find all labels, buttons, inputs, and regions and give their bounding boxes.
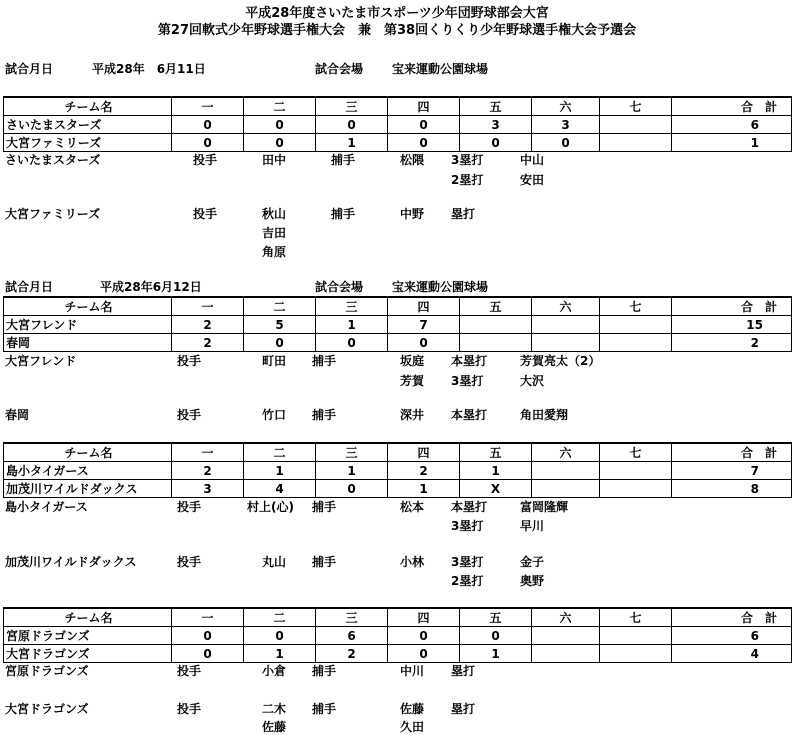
inning-7-header: 七 bbox=[600, 297, 672, 316]
score-cell bbox=[532, 462, 600, 480]
pitcher-name: 町田 bbox=[262, 354, 287, 368]
team-name: 大宮フレンド bbox=[4, 316, 172, 334]
team-name: 島小タイガース bbox=[4, 462, 172, 480]
pitcher-label: 投手 bbox=[177, 664, 202, 678]
inning-6-header: 六 bbox=[532, 97, 600, 116]
score-cell: 0 bbox=[388, 116, 460, 134]
pitcher-name: 角原 bbox=[262, 245, 287, 259]
hit-type: 3塁打 bbox=[451, 555, 484, 569]
page-subtitle: 第27回軟式少年野球選手権大会 兼 第38回くりくり少年野球選手権大会予選会 bbox=[157, 23, 637, 38]
hit-type: 塁打 bbox=[451, 664, 476, 678]
inning-1-header: 一 bbox=[172, 97, 244, 116]
score-cell bbox=[600, 645, 672, 663]
hit-type: 本塁打 bbox=[451, 354, 488, 368]
catcher-label: 捕手 bbox=[312, 664, 337, 678]
hit-player: 芳賀亮太（2） bbox=[520, 354, 601, 368]
catcher-name: 深井 bbox=[400, 408, 425, 422]
total-header: 合 計 bbox=[672, 97, 792, 116]
team-name: 加茂川ワイルドダックス bbox=[4, 480, 172, 498]
score-cell: 3 bbox=[532, 116, 600, 134]
catcher-name: 坂庭 bbox=[400, 354, 425, 368]
score-cell: 7 bbox=[388, 316, 460, 334]
score-table bbox=[3, 442, 792, 498]
score-cell: 6 bbox=[316, 627, 388, 645]
inning-2-header: 二 bbox=[244, 97, 316, 116]
score-cell bbox=[600, 334, 672, 352]
score-cell: 0 bbox=[172, 645, 244, 663]
venue-label: 試合会場 bbox=[315, 280, 364, 294]
pitcher-label: 投手 bbox=[177, 354, 202, 368]
score-cell: 0 bbox=[316, 334, 388, 352]
score-cell bbox=[460, 316, 532, 334]
hit-player: 角田愛翔 bbox=[520, 408, 569, 422]
hit-type: 本塁打 bbox=[451, 408, 488, 422]
score-cell bbox=[532, 480, 600, 498]
score-cell: 1 bbox=[316, 316, 388, 334]
team-header: チーム名 bbox=[4, 297, 172, 316]
score-cell: 0 bbox=[244, 116, 316, 134]
header-row bbox=[4, 97, 792, 116]
inning-4-header: 四 bbox=[388, 608, 460, 627]
score-cell: 2 bbox=[172, 334, 244, 352]
table-row bbox=[4, 116, 792, 134]
catcher-name: 久田 bbox=[400, 720, 425, 734]
score-cell: 3 bbox=[172, 480, 244, 498]
score-cell: 5 bbox=[244, 316, 316, 334]
inning-3-header: 三 bbox=[316, 297, 388, 316]
total-cell: 6 bbox=[672, 627, 792, 645]
score-cell: 1 bbox=[244, 462, 316, 480]
inning-4-header: 四 bbox=[388, 97, 460, 116]
hit-player: 奥野 bbox=[520, 574, 545, 588]
hit-player: 早川 bbox=[520, 519, 545, 533]
score-cell: 0 bbox=[388, 627, 460, 645]
hit-type: 3塁打 bbox=[451, 519, 484, 533]
score-cell: 1 bbox=[244, 645, 316, 663]
score-cell bbox=[600, 480, 672, 498]
date-value: 平成28年 6月11日 bbox=[92, 62, 206, 76]
score-table bbox=[3, 296, 792, 352]
catcher-label: 捕手 bbox=[331, 207, 356, 221]
pitcher-label: 投手 bbox=[177, 555, 202, 569]
table-row bbox=[4, 627, 792, 645]
team-name: 宮原ドラゴンズ bbox=[4, 627, 172, 645]
header-row bbox=[4, 297, 792, 316]
catcher-label: 捕手 bbox=[312, 354, 337, 368]
team-name: 春岡 bbox=[4, 334, 172, 352]
inning-4-header: 四 bbox=[388, 297, 460, 316]
catcher-name: 松隈 bbox=[400, 153, 425, 167]
pitcher-label: 投手 bbox=[177, 408, 202, 422]
inning-7-header: 七 bbox=[600, 97, 672, 116]
detail-team: さいたまスターズ bbox=[5, 153, 101, 167]
team-header: チーム名 bbox=[4, 443, 172, 462]
score-cell: 2 bbox=[172, 316, 244, 334]
inning-2-header: 二 bbox=[244, 443, 316, 462]
pitcher-name: 田中 bbox=[262, 153, 287, 167]
pitcher-name: 小倉 bbox=[262, 664, 287, 678]
score-cell: 0 bbox=[316, 480, 388, 498]
hit-type: 2塁打 bbox=[451, 574, 484, 588]
header-row bbox=[4, 608, 792, 627]
score-cell: 0 bbox=[388, 334, 460, 352]
inning-1-header: 一 bbox=[172, 608, 244, 627]
total-cell: 6 bbox=[672, 116, 792, 134]
catcher-name: 中野 bbox=[400, 207, 425, 221]
inning-7-header: 七 bbox=[600, 608, 672, 627]
detail-team: 加茂川ワイルドダックス bbox=[5, 555, 137, 569]
total-cell: 4 bbox=[672, 645, 792, 663]
hit-type: 塁打 bbox=[451, 702, 476, 716]
hit-type: 3塁打 bbox=[451, 153, 484, 167]
score-cell: 0 bbox=[172, 627, 244, 645]
inning-2-header: 二 bbox=[244, 297, 316, 316]
hit-player: 富岡隆輝 bbox=[520, 500, 569, 514]
inning-7-header: 七 bbox=[600, 443, 672, 462]
score-cell: 0 bbox=[172, 134, 244, 152]
inning-2-header: 二 bbox=[244, 608, 316, 627]
catcher-name: 佐藤 bbox=[400, 702, 425, 716]
inning-3-header: 三 bbox=[316, 97, 388, 116]
date-value: 平成28年6月12日 bbox=[100, 280, 202, 294]
score-cell bbox=[532, 334, 600, 352]
inning-5-header: 五 bbox=[460, 97, 532, 116]
table-row bbox=[4, 316, 792, 334]
score-cell bbox=[532, 645, 600, 663]
hit-player: 中山 bbox=[520, 153, 545, 167]
table-row bbox=[4, 645, 792, 663]
catcher-label: 捕手 bbox=[312, 702, 337, 716]
score-cell bbox=[600, 116, 672, 134]
inning-1-header: 一 bbox=[172, 443, 244, 462]
team-header: チーム名 bbox=[4, 608, 172, 627]
score-cell: 1 bbox=[316, 462, 388, 480]
header-row bbox=[4, 443, 792, 462]
score-table bbox=[3, 607, 792, 663]
detail-team: 大宮ファミリーズ bbox=[5, 207, 101, 221]
page-title: 平成28年度さいたま市スポーツ少年団野球部会大宮 bbox=[245, 6, 549, 21]
detail-team: 宮原ドラゴンズ bbox=[5, 664, 89, 678]
score-cell: 0 bbox=[388, 645, 460, 663]
inning-6-header: 六 bbox=[532, 608, 600, 627]
inning-6-header: 六 bbox=[532, 443, 600, 462]
total-header: 合 計 bbox=[672, 443, 792, 462]
pitcher-name: 秋山 bbox=[262, 207, 287, 221]
total-cell: 1 bbox=[672, 134, 792, 152]
score-cell: 3 bbox=[460, 116, 532, 134]
catcher-label: 捕手 bbox=[312, 408, 337, 422]
pitcher-label: 投手 bbox=[177, 702, 202, 716]
catcher-label: 捕手 bbox=[331, 153, 356, 167]
score-cell: 0 bbox=[244, 334, 316, 352]
detail-team: 大宮フレンド bbox=[5, 354, 77, 368]
score-cell bbox=[460, 334, 532, 352]
score-cell: 1 bbox=[388, 480, 460, 498]
total-cell: 8 bbox=[672, 480, 792, 498]
total-header: 合 計 bbox=[672, 297, 792, 316]
date-label: 試合月日 bbox=[5, 62, 54, 76]
score-cell bbox=[600, 316, 672, 334]
detail-team: 島小タイガース bbox=[5, 500, 88, 514]
pitcher-name: 佐藤 bbox=[262, 720, 287, 734]
inning-3-header: 三 bbox=[316, 443, 388, 462]
hit-type: 2塁打 bbox=[451, 173, 484, 187]
score-cell bbox=[532, 316, 600, 334]
hit-type: 3塁打 bbox=[451, 374, 484, 388]
inning-3-header: 三 bbox=[316, 608, 388, 627]
score-cell: 0 bbox=[532, 134, 600, 152]
score-cell: 4 bbox=[244, 480, 316, 498]
score-cell: 0 bbox=[460, 134, 532, 152]
table-row bbox=[4, 134, 792, 152]
catcher-name: 芳賀 bbox=[400, 374, 425, 388]
team-name: 大宮ファミリーズ bbox=[4, 134, 172, 152]
score-cell: 1 bbox=[316, 134, 388, 152]
total-cell: 2 bbox=[672, 334, 792, 352]
total-header: 合 計 bbox=[672, 608, 792, 627]
catcher-name: 中川 bbox=[400, 664, 425, 678]
score-cell: X bbox=[460, 480, 532, 498]
score-cell: 0 bbox=[460, 627, 532, 645]
catcher-label: 捕手 bbox=[312, 500, 337, 514]
score-table bbox=[3, 96, 792, 152]
score-cell bbox=[600, 627, 672, 645]
score-cell: 0 bbox=[244, 134, 316, 152]
team-header: チーム名 bbox=[4, 97, 172, 116]
inning-1-header: 一 bbox=[172, 297, 244, 316]
score-cell: 0 bbox=[244, 627, 316, 645]
catcher-label: 捕手 bbox=[312, 555, 337, 569]
detail-team: 春岡 bbox=[5, 408, 30, 422]
table-row bbox=[4, 334, 792, 352]
catcher-name: 小林 bbox=[400, 555, 425, 569]
total-cell: 7 bbox=[672, 462, 792, 480]
hit-type: 本塁打 bbox=[451, 500, 488, 514]
inning-5-header: 五 bbox=[460, 297, 532, 316]
score-cell bbox=[600, 134, 672, 152]
table-row bbox=[4, 462, 792, 480]
inning-4-header: 四 bbox=[388, 443, 460, 462]
score-cell: 1 bbox=[460, 462, 532, 480]
hit-type: 塁打 bbox=[451, 207, 476, 221]
date-label: 試合月日 bbox=[5, 280, 54, 294]
score-cell: 2 bbox=[172, 462, 244, 480]
score-cell bbox=[532, 627, 600, 645]
pitcher-label: 投手 bbox=[193, 153, 218, 167]
score-cell: 0 bbox=[388, 134, 460, 152]
pitcher-name: 吉田 bbox=[262, 226, 287, 240]
score-cell: 0 bbox=[316, 116, 388, 134]
score-cell: 0 bbox=[172, 116, 244, 134]
venue-value: 宝来運動公園球場 bbox=[392, 280, 489, 294]
inning-5-header: 五 bbox=[460, 443, 532, 462]
hit-player: 安田 bbox=[520, 173, 545, 187]
inning-5-header: 五 bbox=[460, 608, 532, 627]
score-cell: 2 bbox=[388, 462, 460, 480]
catcher-name: 松本 bbox=[400, 500, 425, 514]
pitcher-name: 二木 bbox=[262, 702, 287, 716]
detail-team: 大宮ドラゴンズ bbox=[5, 702, 89, 716]
table-row bbox=[4, 480, 792, 498]
venue-value: 宝来運動公園球場 bbox=[392, 62, 489, 76]
score-cell: 1 bbox=[460, 645, 532, 663]
total-cell: 15 bbox=[672, 316, 792, 334]
score-cell: 2 bbox=[316, 645, 388, 663]
hit-player: 大沢 bbox=[520, 374, 545, 388]
venue-label: 試合会場 bbox=[315, 62, 364, 76]
team-name: さいたまスターズ bbox=[4, 116, 172, 134]
pitcher-label: 投手 bbox=[177, 500, 202, 514]
score-cell bbox=[600, 462, 672, 480]
pitcher-name: 村上(心) bbox=[247, 500, 294, 514]
pitcher-label: 投手 bbox=[193, 207, 218, 221]
pitcher-name: 竹口 bbox=[262, 408, 287, 422]
pitcher-name: 丸山 bbox=[262, 555, 287, 569]
inning-6-header: 六 bbox=[532, 297, 600, 316]
team-name: 大宮ドラゴンズ bbox=[4, 645, 172, 663]
hit-player: 金子 bbox=[520, 555, 545, 569]
